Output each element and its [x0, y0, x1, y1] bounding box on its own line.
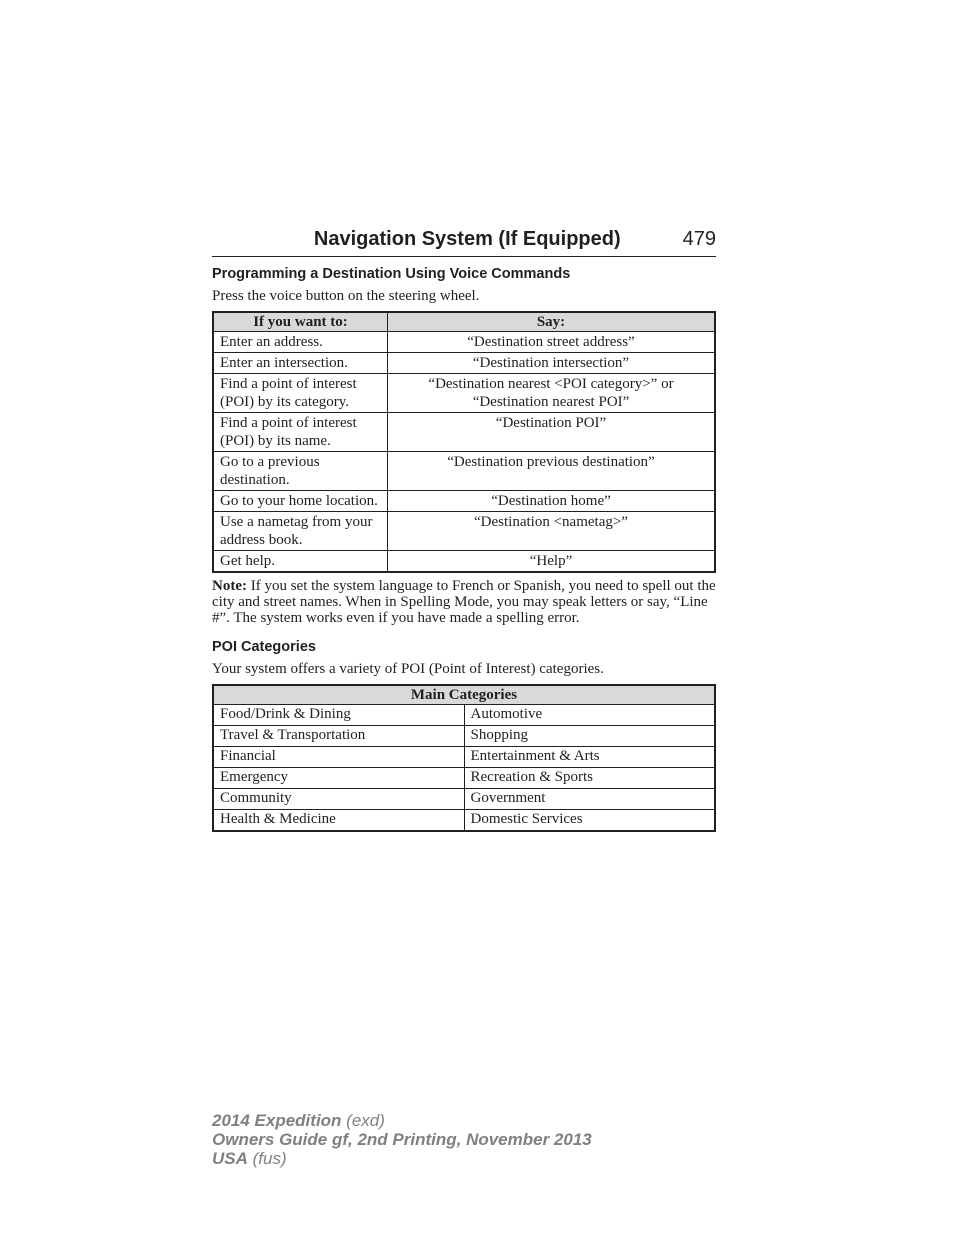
table-cell-category: Emergency	[213, 768, 464, 789]
table-cell-want: Enter an intersection.	[213, 352, 388, 373]
table-row	[213, 490, 715, 511]
table-row	[213, 412, 715, 451]
table-cell-category: Shopping	[464, 726, 715, 747]
table-cell-want: Go to your home location.	[213, 490, 388, 511]
table-cell-say: “Help”	[388, 550, 716, 572]
table-row	[213, 451, 715, 490]
footer-model: 2014 Expedition	[212, 1111, 342, 1130]
column-header-want: If you want to:	[213, 312, 388, 332]
note-label: Note:	[212, 577, 247, 594]
table-cell-category: Domestic Services	[464, 810, 715, 832]
footer-market: USA	[212, 1149, 248, 1168]
footer-model-code: (exd)	[341, 1111, 385, 1130]
page-header	[212, 228, 716, 257]
column-header-main-categories: Main Categories	[213, 685, 715, 705]
table-cell-say: “Destination street address”	[388, 331, 716, 352]
table-row	[213, 705, 715, 726]
section-heading-voice-commands: Programming a Destination Using Voice Commands	[212, 266, 571, 282]
voice-commands-table	[212, 311, 716, 573]
table-cell-want: Find a point of interest (POI) by its category.	[213, 373, 388, 412]
table-row	[213, 352, 715, 373]
table-header-row	[213, 685, 715, 705]
table-row	[213, 810, 715, 832]
footer-line-market	[212, 1149, 592, 1168]
table-row	[213, 373, 715, 412]
note-paragraph	[212, 578, 716, 627]
table-cell-category: Travel & Transportation	[213, 726, 464, 747]
table-cell-category: Entertainment & Arts	[464, 747, 715, 768]
table-cell-say: “Destination intersection”	[388, 352, 716, 373]
table-row	[213, 726, 715, 747]
table-row	[213, 768, 715, 789]
footer-market-code: (fus)	[247, 1149, 287, 1168]
table-cell-want: Enter an address.	[213, 331, 388, 352]
table-cell-category: Health & Medicine	[213, 810, 464, 832]
chapter-title: Navigation System (If Equipped)	[313, 228, 621, 250]
table-cell-category: Government	[464, 789, 715, 810]
table-cell-want: Find a point of interest (POI) by its name.	[213, 412, 388, 451]
table-cell-say: “Destination home”	[388, 490, 716, 511]
table-header-row	[213, 312, 715, 332]
page-content	[212, 228, 716, 832]
table-cell-category: Recreation & Sports	[464, 768, 715, 789]
section-intro-voice: Press the voice button on the steering wheel.	[212, 288, 480, 305]
table-row	[213, 747, 715, 768]
table-cell-say: “Destination POI”	[388, 412, 716, 451]
table-row	[213, 789, 715, 810]
footer-line-guide: Owners Guide gf, 2nd Printing, November 2013	[212, 1130, 592, 1149]
table-cell-want: Use a nametag from your address book.	[213, 511, 388, 550]
poi-categories-table	[212, 684, 716, 832]
table-cell-want: Get help.	[213, 550, 388, 572]
table-cell-category: Financial	[213, 747, 464, 768]
table-cell-category: Automotive	[464, 705, 715, 726]
table-row	[213, 550, 715, 572]
column-header-say: Say:	[388, 312, 716, 332]
page-footer	[212, 1111, 592, 1168]
table-cell-say: “Destination <nametag>”	[388, 511, 716, 550]
table-cell-say: “Destination nearest <POI category>” or “Destination nearest POI”	[388, 373, 716, 412]
table-cell-category: Community	[213, 789, 464, 810]
note-text: If you set the system language to French or Spanish, you need to spell out the city and street names. When in Spelling Mode, you may speak letters or say, “Line #”. The system works even if you have made a spelling error.	[212, 577, 716, 627]
page-number: 479	[682, 228, 716, 250]
table-cell-say: “Destination previous destination”	[388, 451, 716, 490]
section-heading-poi: POI Categories	[212, 638, 316, 655]
table-row	[213, 511, 715, 550]
table-cell-want: Go to a previous destination.	[213, 451, 388, 490]
footer-line-model	[212, 1111, 592, 1130]
section-intro-poi: Your system offers a variety of POI (Point of Interest) categories.	[212, 660, 604, 677]
table-cell-category: Food/Drink & Dining	[213, 705, 464, 726]
table-row	[213, 331, 715, 352]
